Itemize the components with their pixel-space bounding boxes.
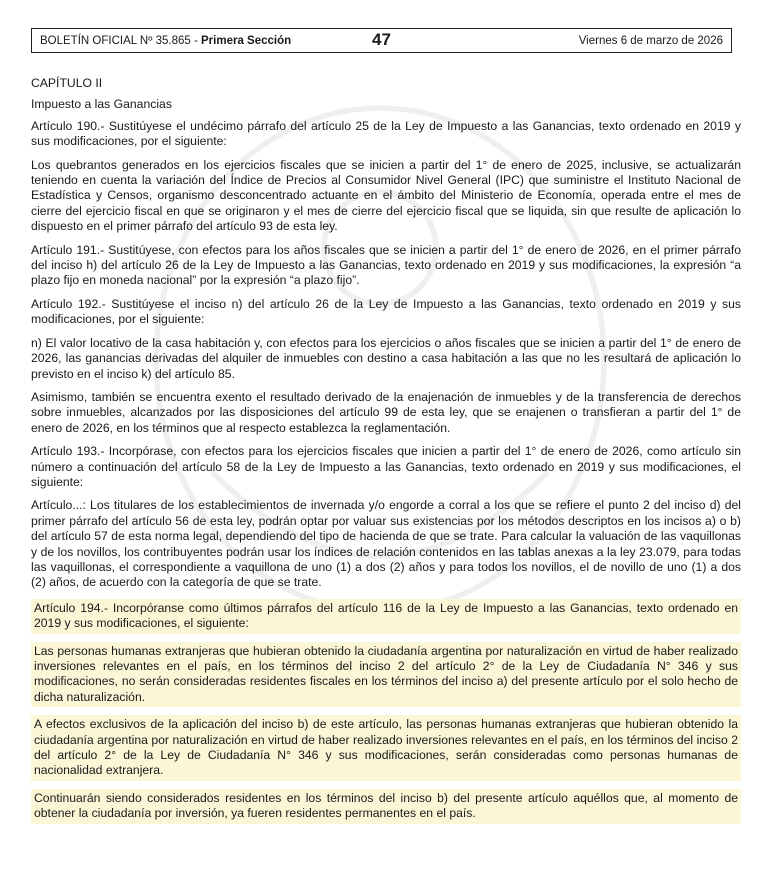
highlighted-paragraph: Artículo 194.- Incorpóranse como últimos párrafos del artículo 116 de la Ley de Impuesto a las Ganancias, texto ordenado en 2019 y sus modificaciones, el siguiente: [31,599,741,634]
paragraph: n) El valor locativo de la casa habitación y, con efectos para los ejercicios o años fiscales que se inicien a partir del 1° de enero de 2026, las ganancias derivadas del alquiler de inmuebles con destino a casa habitación a las que no les resultará de aplicación lo previsto en el inciso k) del artículo 85. [31,335,741,381]
chapter-title: CAPÍTULO II [31,76,103,90]
paragraph: Artículo 192.- Sustitúyese el inciso n) del artículo 26 de la Ley de Impuesto a las Ganancias, texto ordenado en 2019 y sus modificaciones, por el siguiente: [31,296,741,327]
paragraph: Los quebrantos generados en los ejercicios fiscales que se inicien a partir del 1° de enero de 2025, inclusive, se actualizarán teniendo en cuenta la variación del Índice de Precios al Consumidor Nivel General (IPC) que suministre el Instituto Nacional de Estadística y Censos, organismo desconcentrado actuante en el ámbito del Ministerio de Economía, operada entre el mes de cierre del ejercicio fiscal en que se originaron y el mes de cierre del ejercicio fiscal que se liquida, sin que resulte de aplicación lo dispuesto en el primer párrafo del artículo 93 de esta ley. [31,157,741,234]
paragraph: Artículo 190.- Sustitúyese el undécimo párrafo del artículo 25 de la Ley de Impuesto a las Ganancias, texto ordenado en 2019 y sus modificaciones, por el siguiente: [31,118,741,149]
header-date: Viernes 6 de marzo de 2026 [578,34,723,47]
section-subtitle: Impuesto a las Ganancias [31,97,172,112]
page-number: 47 [372,30,391,49]
header-publication [40,35,291,47]
gazette-header [31,28,732,53]
paragraph: Asimismo, también se encuentra exento el resultado derivado de la enajenación de inmuebles y de la transferencia de derechos sobre inmuebles, alcanzados por las disposiciones del artículo 99 de esta ley, que se enajenen o transfieran a partir del 1° de enero de 2026, en los términos que al respecto establezca la reglamentación. [31,389,741,435]
paragraph: Artículo 191.- Sustitúyese, con efectos para los años fiscales que se inicien a partir del 1° de enero de 2026, en el primer párrafo del inciso h) del artículo 26 de la Ley de Impuesto a las Ganancias, texto ordenado en 2019 y sus modificaciones, la expresión “a plazo fijo en moneda nacional” por la expresión “a plazo fijo”. [31,242,741,288]
paragraph: Artículo 193.- Incorpórase, con efectos para los ejercicios fiscales que inicien a partir del 1° de enero de 2026, como artículo sin número a continuación del artículo 58 de la Ley de Impuesto a las Ganancias, texto ordenado en 2019 y sus modificaciones, el siguiente: [31,444,741,489]
highlighted-paragraph: Continuarán siendo considerados residentes en los términos del inciso b) del presente artículo aquéllos que, al momento de obtener la ciudadanía por inversión, ya fueren residentes permanentes en el país. [31,789,741,824]
highlighted-paragraph: Las personas humanas extranjeras que hubieran obtenido la ciudadanía argentina por naturalización en virtud de haber realizado inversiones relevantes en el país, en los términos del inciso 2 del artículo 2° de la Ley de Ciudadanía N° 346 y sus modificaciones, no serán consideradas residentes fiscales en los términos del inciso a) del presente artículo por el solo hecho de dicha naturalización. [31,642,741,708]
document-body [31,76,741,832]
section-name: Primera Sección [201,34,292,47]
highlighted-paragraph: A efectos exclusivos de la aplicación del inciso b) de este artículo, las personas humanas extranjeras que hubieran obtenido la ciudadanía argentina por naturalización en virtud de haber realizado inversiones relevantes en el país, en los términos del inciso 2 del artículo 2° de la Ley de Ciudadanía N° 346 y sus modificaciones, serán consideradas como personas humanas de nacionalidad extranjera. [31,715,741,781]
paragraph: Artículo...: Los titulares de los establecimientos de invernada y/o engorde a corral a los que se refiere el punto 2 del inciso d) del primer párrafo del artículo 56 de esta ley, podrán optar por valuar sus existencias por los métodos descriptos en los incisos a) o b) del artículo 57 de esta norma legal, dependiendo del tipo de hacienda de que se trate. Para calcular la valuación de las vaquillonas y de los novillos, los contribuyentes podrán usar los índices de relación contenidos en las tablas anexas a la ley 23.079, para todas las vaquillonas, el correspondiente a vaquillona de uno (1) a dos (2) años y para todos los novillos, el de novillo de uno (1) a dos (2) años, de acuerdo con la categoría de que se trate. [31,498,741,590]
publication-name: BOLETÍN OFICIAL Nº 35.865 - [40,34,198,47]
